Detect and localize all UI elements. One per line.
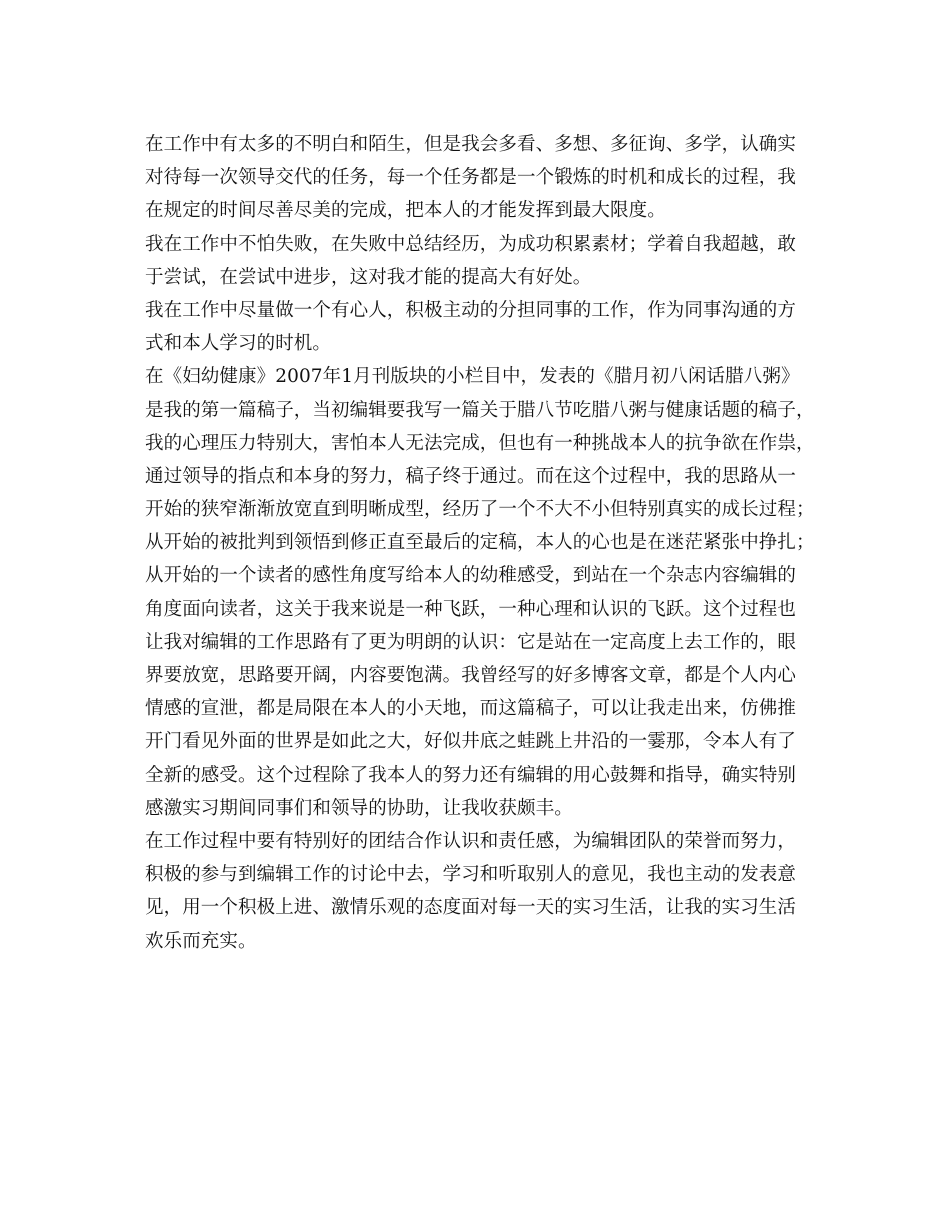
text-line: 对待每一次领导交代的任务，每一个任务都是一个锻炼的时机和成长的过程，我 — [145, 167, 797, 189]
text-line: 通过领导的指点和本身的努力，稿子终于通过。而在这个过程中，我的思路从一 — [145, 465, 797, 487]
text-line: 是我的第一篇稿子，当初编辑要我写一篇关于腊八节吃腊八粥与健康话题的稿子， — [145, 399, 815, 421]
text-line: 见，用一个积极上进、激情乐观的态度面对每一天的实习生活，让我的实习生活 — [145, 897, 797, 919]
text-line: 感激实习期间同事们和领导的协助，让我收获颇丰。 — [145, 797, 573, 819]
document-body — [145, 128, 815, 958]
text-line: 开门看见外面的世界是如此之大，好似井底之蛙跳上井沿的一霎那，令本人有了 — [145, 731, 797, 753]
text-line: 角度面向读者，这关于我来说是一种飞跃，一种心理和认识的飞跃。这个过程也 — [145, 598, 797, 620]
text-line: 情感的宣泄，都是局限在本人的小天地，而这篇稿子，可以让我走出来，仿佛推 — [145, 698, 797, 720]
text-line: 式和本人学习的时机。 — [145, 333, 332, 355]
text-line: 我在工作中尽量做一个有心人，积极主动的分担同事的工作，作为同事沟通的方 — [145, 299, 797, 321]
text-line: 于尝试，在尝试中进步，这对我才能的提高大有好处。 — [145, 266, 592, 288]
text-line: 从开始的被批判到领悟到修正直至最后的定稿，本人的心也是在迷茫紧张中挣扎； — [145, 532, 815, 554]
text-line: 在《妇幼健康》2007年1月刊版块的小栏目中，发表的《腊月初八闲话腊八粥》 — [145, 366, 800, 388]
text-line: 在工作过程中要有特别好的团结合作认识和责任感，为编辑团队的荣誉而努力， — [145, 830, 797, 852]
text-line: 在工作中有太多的不明白和陌生，但是我会多看、多想、多征询、多学，认确实 — [145, 134, 797, 155]
text-line: 积极的参与到编辑工作的讨论中去，学习和听取别人的意见，我也主动的发表意 — [145, 864, 797, 886]
text-line: 我在工作中不怕失败，在失败中总结经历，为成功积累素材；学着自我超越，敢 — [145, 233, 797, 255]
text-line: 欢乐而充实。 — [145, 930, 257, 952]
text-line: 界要放宽，思路要开阔，内容要饱满。我曾经写的好多博客文章，都是个人内心 — [145, 665, 797, 686]
text-line: 开始的狭窄渐渐放宽直到明晰成型，经历了一个不大不小但特别真实的成长过程； — [145, 499, 815, 521]
text-line: 全新的感受。这个过程除了我本人的努力还有编辑的用心鼓舞和指导，确实特别 — [145, 764, 797, 786]
text-line: 从开始的一个读者的感性角度写给本人的幼稚感受，到站在一个杂志内容编辑的 — [145, 565, 797, 587]
text-line: 让我对编辑的工作思路有了更为明朗的认识：它是站在一定高度上去工作的，眼 — [145, 631, 797, 653]
text-line: 在规定的时间尽善尽美的完成，把本人的才能发挥到最大限度。 — [145, 200, 666, 222]
text-line: 我的心理压力特别大，害怕本人无法完成，但也有一种挑战本人的抗争欲在作祟， — [145, 432, 815, 454]
